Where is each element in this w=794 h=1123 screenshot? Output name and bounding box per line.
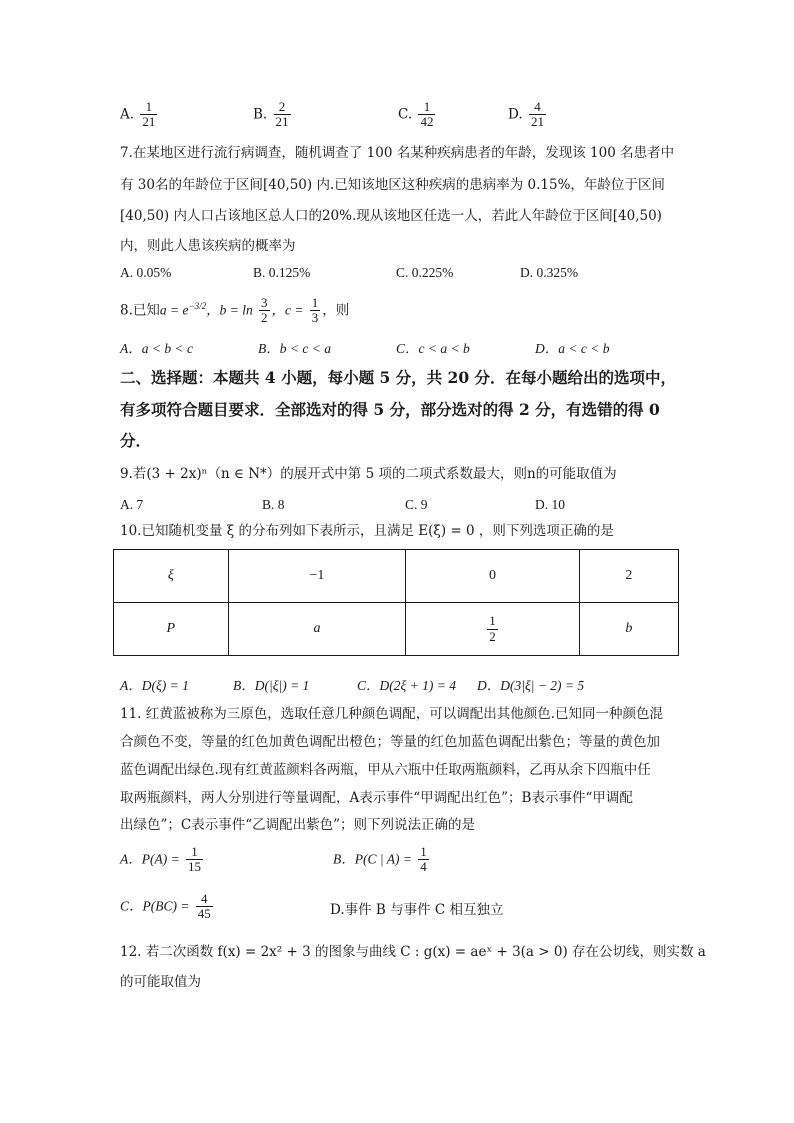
- q6-option-d: [508, 100, 548, 130]
- q11-option-a: [120, 845, 205, 875]
- fraction: [487, 614, 498, 644]
- q10-option-b: B．D(|ξ|) = 1: [233, 678, 310, 693]
- table-row: [114, 550, 679, 603]
- option-label: B.: [253, 106, 268, 123]
- q9-option-c: C. 9: [405, 497, 428, 512]
- denominator: 21: [142, 114, 156, 130]
- q6-option-a: [120, 100, 159, 130]
- numerator: 1: [418, 100, 435, 115]
- table-cell: −1: [228, 550, 406, 603]
- section2-line-1: 二、选择题：本题共 4 小题，每小题 5 分，共 20 分．在每小题给出的选项中，: [120, 368, 677, 387]
- fraction: [274, 100, 291, 130]
- q11-line-2: 合颜色不变，等量的红色加黄色调配出橙色；等量的红色加蓝色调配出紫色；等量的黄色加: [120, 734, 660, 750]
- q8-option-a: A．a < b < c: [120, 341, 193, 356]
- table-cell: P: [114, 603, 229, 656]
- q11-option-d: D.事件 B 与事件 C 相互独立: [330, 902, 504, 918]
- q7-option-a: A. 0.05%: [120, 265, 172, 280]
- q9-option-b: B. 8: [262, 497, 285, 512]
- fraction: [529, 100, 546, 130]
- numerator: 4: [196, 892, 213, 907]
- q7-line-3: [40,50) 内人口占该地区总人口的20%.现从该地区任选一人，若此人年龄位于区间[40,50): [120, 208, 662, 224]
- numerator: 1: [186, 845, 203, 860]
- section2-line-3: 分．: [120, 431, 152, 450]
- q7-line-1: 7.在某地区进行流行病调查，随机调查了 100 名某种疾病患者的年龄，发现该 100 名患者中: [120, 145, 675, 161]
- option-label: C．P(BC) =: [120, 898, 190, 914]
- table-cell: 2: [579, 550, 678, 603]
- q11-line-1: 11. 红黄蓝被称为三原色，选取任意几种颜色调配，可以调配出其他颜色.已知同一种颜色混: [120, 706, 664, 722]
- fraction: [259, 296, 270, 326]
- q11-option-b: [333, 845, 431, 875]
- numerator: 1: [489, 613, 496, 629]
- table-cell: a: [228, 603, 406, 656]
- numerator: 2: [274, 100, 291, 115]
- denominator: 42: [420, 114, 434, 130]
- fraction: [310, 296, 321, 326]
- option-label: C.: [398, 106, 413, 123]
- q9-option-d: D. 10: [535, 497, 565, 512]
- q7-option-b: B. 0.125%: [253, 265, 311, 280]
- q8-suffix: ，则: [322, 302, 350, 319]
- numerator: 1: [140, 100, 157, 115]
- denominator: 45: [197, 906, 211, 922]
- q8-a-expr: a = e: [159, 302, 189, 318]
- q8-stem: [120, 296, 349, 326]
- q10-option-d: D．D(3|ξ| − 2) = 5: [477, 678, 585, 693]
- q11-line-4: 取两瓶颜料，两人分别进行等量调配，A表示事件“甲调配出红色”；B表示事件“甲调配: [120, 790, 633, 806]
- fraction: [418, 845, 429, 875]
- q8-prefix: 8.已知: [120, 302, 160, 319]
- numerator: 4: [529, 100, 546, 115]
- q11-line-3: 蓝色调配出绿色.现有红黄蓝颜料各两瓶，甲从六瓶中任取两瓶颜料，乙再从余下四瓶中任: [120, 762, 651, 778]
- option-label: A．P(A) =: [120, 851, 180, 867]
- table-row: [114, 603, 679, 656]
- q9-option-a: A. 7: [120, 497, 144, 512]
- denominator: 3: [311, 310, 319, 326]
- option-label: D.: [508, 106, 523, 123]
- fraction: [186, 845, 203, 875]
- denominator: 2: [261, 310, 268, 326]
- distribution-table: [113, 549, 679, 656]
- q6-option-c: [398, 100, 437, 130]
- table-cell: 0: [406, 550, 580, 603]
- denominator: 21: [275, 114, 289, 130]
- numerator: 1: [420, 844, 427, 859]
- q6-option-b: [253, 100, 293, 130]
- option-label: A.: [120, 106, 135, 123]
- denominator: 15: [188, 859, 202, 875]
- q11-line-5: 出绿色”；C表示事件“乙调配出紫色”；则下列说法正确的是: [120, 817, 476, 833]
- numerator: 1: [311, 295, 319, 310]
- denominator: 2: [489, 628, 496, 644]
- q8-option-b: B．b < c < a: [258, 341, 331, 356]
- table-cell: ξ: [114, 550, 229, 603]
- q8-option-c: C．c < a < b: [396, 341, 470, 356]
- numerator: 3: [261, 295, 268, 310]
- q8-b-expr: ，b = ln: [206, 302, 253, 318]
- denominator: 4: [420, 859, 427, 875]
- q12-line-1: 12. 若二次函数 f(x) = 2x² + 3 的图象与曲线 C : g(x) = aeˣ + 3(a > 0) 存在公切线，则实数 a: [120, 944, 706, 960]
- q11-option-c: [120, 892, 215, 922]
- q8-option-d: D．a < c < b: [535, 341, 610, 356]
- q10-stem: 10.已知随机变量 ξ 的分布列如下表所示，且满足 E(ξ) = 0 ，则下列选项正确的是: [120, 523, 614, 539]
- q7-line-4: 内，则此人患该疾病的概率为: [120, 238, 296, 254]
- section2-line-2: 有多项符合题目要求．全部选对的得 5 分，部分选对的得 2 分，有选错的得 0: [120, 400, 660, 419]
- table-cell-fraction: [406, 603, 580, 656]
- q10-option-a: A．D(ξ) = 1: [120, 678, 189, 693]
- fraction: [196, 892, 213, 922]
- table-cell: b: [579, 603, 678, 656]
- q8-c-expr: ，c =: [271, 302, 304, 318]
- q7-option-d: D. 0.325%: [520, 265, 579, 280]
- fraction: [140, 100, 157, 130]
- denominator: 21: [530, 114, 544, 130]
- q7-option-c: C. 0.225%: [396, 265, 454, 280]
- option-label: B．P(C | A) =: [333, 851, 412, 867]
- q10-option-c: C．D(2ξ + 1) = 4: [357, 678, 456, 693]
- fraction: [418, 100, 435, 130]
- q9-stem: 9.若(3 + 2x)ⁿ（n ∈ N*）的展开式中第 5 项的二项式系数最大，则n的可能取值为: [120, 466, 617, 482]
- q7-line-2: 有 30名的年龄位于区间[40,50) 内.已知该地区这种疾病的患病率为 0.15%，年龄位于区间: [120, 177, 665, 193]
- q8-a-exponent: −3/2: [188, 300, 207, 311]
- q12-line-2: 的可能取值为: [120, 974, 201, 990]
